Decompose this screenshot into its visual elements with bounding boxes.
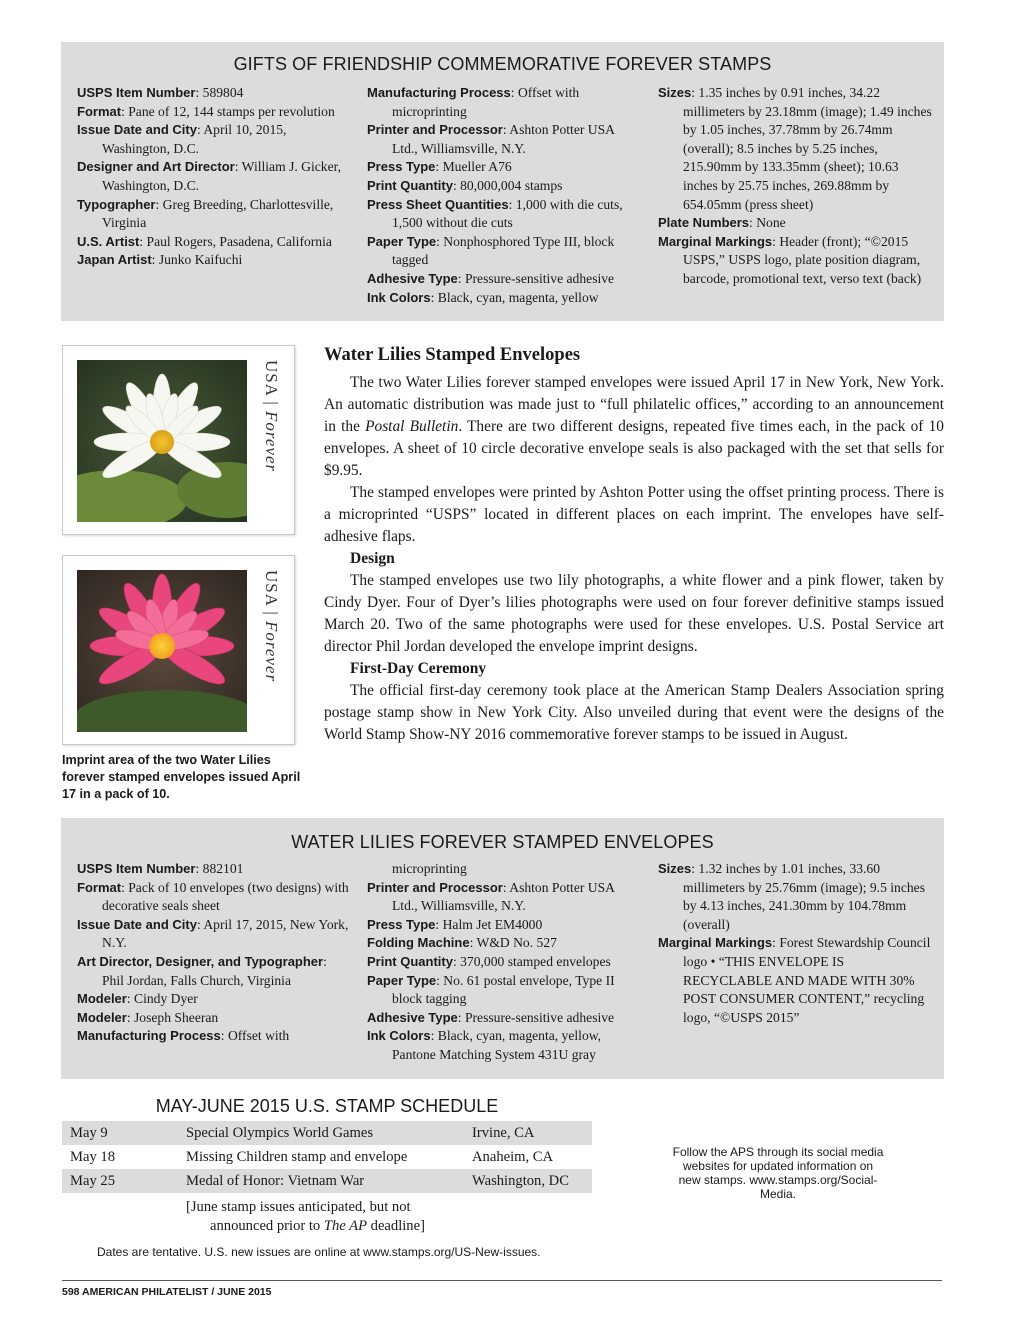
spec-item xyxy=(367,953,643,972)
spec-value: : Header (front); “©2015 USPS,” USPS logo, plate position diagram, barcode, promotional text, verso text (back) xyxy=(683,233,922,286)
spec-item xyxy=(77,233,349,252)
article-title: Water Lilies Stamped Envelopes xyxy=(324,345,581,365)
spec-label: Designer and Art Director xyxy=(77,159,235,175)
spec-value: : Joseph Sheeran xyxy=(126,1009,219,1025)
spec-label: Typographer xyxy=(77,196,156,212)
spec-item xyxy=(367,879,643,916)
spec-label: Format xyxy=(77,879,122,895)
spec-value: : Mueller A76 xyxy=(435,159,512,175)
spec-label: Modeler xyxy=(77,991,127,1007)
spec-value: : 1,000 with die cuts, 1,500 without die cuts xyxy=(392,196,623,231)
spec-value: : Junko Kaifuchi xyxy=(151,252,243,268)
spec-value: : Black, cyan, magenta, yellow xyxy=(430,289,599,305)
spec-item xyxy=(77,196,349,233)
schedule-title: MAY-JUNE 2015 U.S. STAMP SCHEDULE xyxy=(155,1096,499,1116)
spec-item xyxy=(77,1009,349,1028)
spec-value: : April 10, 2015, Washington, D.C. xyxy=(102,122,287,156)
spec-label: USPS Item Number xyxy=(77,85,196,100)
spec-label: Press Type xyxy=(367,159,436,175)
spec-column-2 xyxy=(367,84,643,307)
spec-value: : Pressure-sensitive adhesive xyxy=(457,270,615,286)
spec-value: : 882101 xyxy=(195,861,244,876)
schedule-issue: Missing Children stamp and envelope xyxy=(186,1148,408,1165)
spec-value: : Pressure-sensitive adhesive xyxy=(457,1009,615,1025)
spec-value: : None xyxy=(749,215,786,231)
schedule-city: Irvine, CA xyxy=(464,1121,592,1145)
spec-label: U.S. Artist xyxy=(77,233,140,249)
spec-item xyxy=(367,84,643,121)
spec-value: : Pane of 12, 144 stamps per revolution xyxy=(121,103,335,119)
spec-item xyxy=(77,879,349,916)
schedule-row xyxy=(62,1169,592,1193)
spec-label: Japan Artist xyxy=(77,252,152,268)
spec-value: : W&D No. 527 xyxy=(469,935,557,951)
spec-label: Sizes xyxy=(658,861,692,876)
spec-label: Adhesive Type xyxy=(367,270,458,286)
aps-social-media-note: Follow the APS through its social media websites for updated information on new stamps. www.stamps.org/Social-Media. xyxy=(672,1145,884,1201)
spec-column-1 xyxy=(77,860,349,1046)
schedule-date: May 18 xyxy=(70,1148,115,1165)
spec-item xyxy=(367,916,643,935)
spec-value: : Offset with microprinting xyxy=(392,85,580,119)
spec-label: Plate Numbers xyxy=(658,215,750,231)
spec-value: : Pack of 10 envelopes (two designs) with decorative seals sheet xyxy=(102,879,349,914)
spec-item xyxy=(367,158,643,177)
spec-item xyxy=(367,177,643,196)
spec-label: Folding Machine xyxy=(367,935,470,951)
spec-item xyxy=(367,972,643,1009)
spec-item xyxy=(77,158,349,195)
spec-continuation: microprinting xyxy=(392,861,467,876)
spec-value: : Paul Rogers, Pasadena, California xyxy=(139,233,332,249)
spec-item xyxy=(658,934,932,1027)
spec-item xyxy=(77,251,349,270)
pink-water-lily-stamp-image xyxy=(62,555,295,745)
gifts-of-friendship-info-box xyxy=(61,42,944,321)
water-lilies-info-box xyxy=(61,818,944,1079)
spec-label: Paper Type xyxy=(367,233,437,249)
section-heading-ceremony: First-Day Ceremony xyxy=(350,660,487,677)
schedule-issue: Medal of Honor: Vietnam War xyxy=(178,1169,464,1193)
spec-column-3 xyxy=(658,860,932,1027)
spec-value: : Black, cyan, magenta, yellow, Pantone Matching System 431U gray xyxy=(392,1028,602,1062)
image-caption: Imprint area of the two Water Lilies forever stamped envelopes issued April 17 in a pack of 10. xyxy=(62,753,301,801)
spec-label: Issue Date and City xyxy=(77,916,197,932)
spec-column-3 xyxy=(658,84,932,289)
schedule-issue: Special Olympics World Games xyxy=(178,1121,464,1145)
stamp-denomination-label: USA | Forever xyxy=(262,570,281,683)
spec-label: Modeler xyxy=(77,1009,127,1025)
spec-item xyxy=(77,84,349,103)
spec-item xyxy=(367,270,643,289)
spec-item xyxy=(77,103,349,122)
spec-item xyxy=(77,990,349,1009)
spec-value: : Ashton Potter USA Ltd., Williamsville, N.Y. xyxy=(392,879,615,914)
article-paragraph: The stamped envelopes use two lily photographs, a white flower and a pink flower, taken by Cindy Dyer. Four of Dyer’s lilies photographs were used on four forever definitive stamps issued March 20. Two of the same photographs were used for these envelopes. U.S. Postal Service art director Phil Jordan developed the envelope imprint designs. xyxy=(324,572,944,655)
spec-value: : 589804 xyxy=(195,85,244,100)
spec-label: Sizes xyxy=(658,85,692,100)
article-water-lilies xyxy=(324,344,944,746)
spec-value: : 80,000,004 stamps xyxy=(452,177,563,193)
spec-item xyxy=(77,860,349,879)
spec-label: Marginal Markings xyxy=(658,935,773,951)
spec-label: Manufacturing Process xyxy=(367,85,511,100)
spec-item xyxy=(658,214,932,233)
spec-label: Marginal Markings xyxy=(658,233,773,249)
spec-value: : No. 61 postal envelope, Type II block tagging xyxy=(392,972,615,1007)
schedule-row xyxy=(62,1145,592,1169)
schedule-date: May 9 xyxy=(62,1121,178,1145)
white-lily-photo xyxy=(77,360,247,522)
schedule-city: Anaheim, CA xyxy=(472,1148,554,1165)
spec-item xyxy=(367,1009,643,1028)
spec-value: : April 17, 2015, New York, N.Y. xyxy=(102,916,349,951)
spec-value: : William J. Gicker, Washington, D.C. xyxy=(102,159,341,193)
spec-label: Print Quantity xyxy=(367,177,453,193)
spec-item xyxy=(658,84,932,214)
spec-column-2 xyxy=(367,860,643,1065)
spec-item xyxy=(367,289,643,308)
spec-label: Adhesive Type xyxy=(367,1009,458,1025)
spec-value: : 1.35 inches by 0.91 inches, 34.22 millimeters by 23.18mm (image); 1.49 inches by 1.05 inches, 37.78mm by 26.74mm (overall); 8.5 inches by 5.25 inches, 215.90mm by 133.35mm (sheet); 10.63 inches by 25.75 inches, 269.88mm by 654.05mm (press sheet) xyxy=(683,85,932,212)
spec-value: : Nonphosphored Type III, block tagged xyxy=(392,233,615,268)
spec-item xyxy=(367,233,643,270)
spec-label: Format xyxy=(77,103,122,119)
spec-item xyxy=(367,1027,643,1064)
pink-lily-photo xyxy=(77,570,247,732)
spec-value: : Greg Breeding, Charlottesville, Virginia xyxy=(102,196,334,231)
spec-value: : Forest Stewardship Council logo • “THIS ENVELOPE IS RECYCLABLE AND MADE WITH 30% POST CONSUMER CONTENT,” recycling logo, “©USPS 2015” xyxy=(683,935,931,1025)
spec-value: : Offset with xyxy=(220,1028,290,1044)
spec-label: Press Sheet Quantities xyxy=(367,196,509,212)
spec-value: : 370,000 stamped envelopes xyxy=(452,953,611,969)
section-heading-design: Design xyxy=(350,550,395,567)
page-footer: 598 AMERICAN PHILATELIST / JUNE 2015 xyxy=(62,1286,272,1298)
box-title: GIFTS OF FRIENDSHIP COMMEMORATIVE FOREVER STAMPS xyxy=(233,54,772,74)
spec-value: : 1.32 inches by 1.01 inches, 33.60 millimeters by 25.76mm (image); 9.5 inches by 4.13 inches, 241.30mm by 104.78mm (overall) xyxy=(683,861,925,932)
spec-item xyxy=(658,233,932,289)
spec-label: Printer and Processor xyxy=(367,122,503,138)
spec-label: USPS Item Number xyxy=(77,861,196,876)
spec-item xyxy=(77,916,349,953)
schedule-date: May 25 xyxy=(62,1169,178,1193)
spec-column-1 xyxy=(77,84,349,270)
spec-item xyxy=(367,934,643,953)
spec-list xyxy=(367,879,643,1065)
article-paragraph: The stamped envelopes were printed by Ashton Potter using the offset printing process. There is a microprinted “USPS” located in different places on each imprint. The envelopes have self-adhesive flaps. xyxy=(324,484,944,545)
spec-value: : Phil Jordan, Falls Church, Virginia xyxy=(102,953,327,988)
spec-label: Ink Colors xyxy=(367,1028,431,1044)
stamp-denomination-label: USA | Forever xyxy=(262,360,281,473)
schedule-city: Washington, DC xyxy=(464,1169,592,1193)
spec-label: Issue Date and City xyxy=(77,122,197,138)
footer-rule xyxy=(62,1280,942,1281)
spec-label: Paper Type xyxy=(367,972,437,988)
spec-label: Ink Colors xyxy=(367,289,431,305)
spec-label: Manufacturing Process xyxy=(77,1028,221,1044)
box-title: WATER LILIES FOREVER STAMPED ENVELOPES xyxy=(291,832,714,852)
article-paragraph: The official first-day ceremony took place at the American Stamp Dealers Association spring postage stamp show in New York City. Also unveiled during that event were the designs of the World Stamp Show-NY 2016 commemorative forever stamps to be issued in August. xyxy=(324,682,944,743)
spec-value: : Ashton Potter USA Ltd., Williamsville, N.Y. xyxy=(392,122,615,156)
spec-item xyxy=(367,121,643,158)
stamp-schedule-table xyxy=(62,1121,592,1193)
spec-item xyxy=(77,1027,349,1046)
spec-label: Printer and Processor xyxy=(367,879,503,895)
spec-value: : Cindy Dyer xyxy=(126,991,198,1007)
spec-item xyxy=(77,121,349,158)
spec-value: : Halm Jet EM4000 xyxy=(435,916,543,932)
spec-label: Art Director, Designer, and Typographer xyxy=(77,953,324,969)
schedule-footnote: Dates are tentative. U.S. new issues are online at www.stamps.org/US-New-issues. xyxy=(97,1245,541,1259)
spec-item xyxy=(658,860,932,934)
white-water-lily-stamp-image xyxy=(62,345,295,535)
spec-item xyxy=(367,196,643,233)
spec-item xyxy=(77,953,349,990)
spec-label: Press Type xyxy=(367,916,436,932)
spec-label: Print Quantity xyxy=(367,953,453,969)
schedule-note: [June stamp issues anticipated, but not announced prior to The AP deadline] xyxy=(186,1199,425,1234)
schedule-row xyxy=(62,1121,592,1145)
article-paragraph: The two Water Lilies forever stamped envelopes were issued April 17 in New York, New York. An automatic distribution was made just to “full philatelic offices,” according to an announcement in the Postal Bulletin. There are two different designs, repeated five times each, in the pack of 10 envelopes. A sheet of 10 circle decorative envelope seals is also packaged with the set that sells for $9.95. xyxy=(324,374,944,479)
